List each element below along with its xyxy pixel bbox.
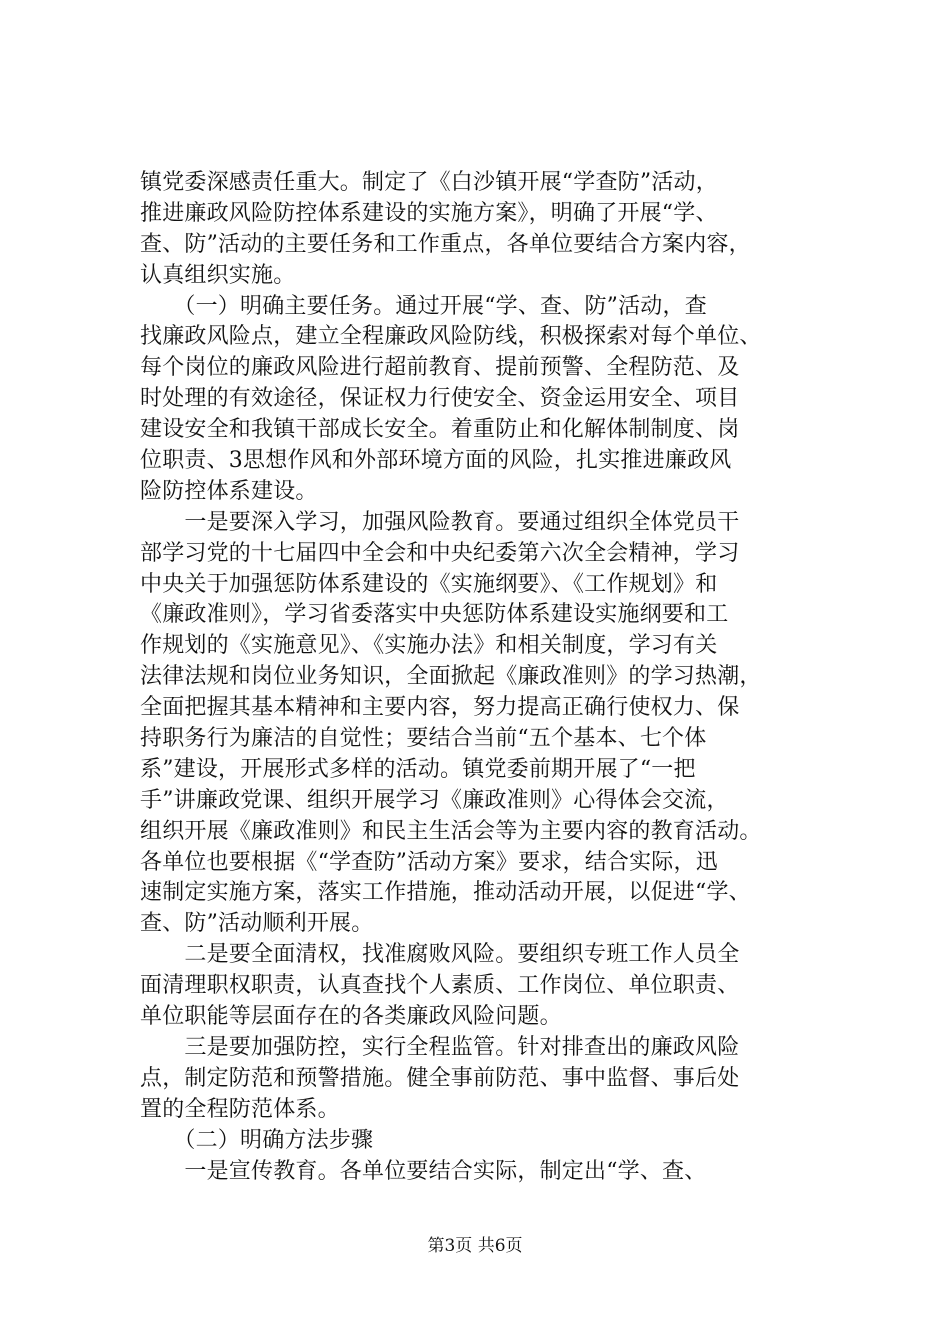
document-line: 时处理的有效途径，保证权力行使安全、资金运用安全、项目: [140, 386, 740, 412]
document-line: 三是要加强防控，实行全程监管。针对排查出的廉政风险: [140, 1034, 740, 1060]
document-line: 镇党委深感责任重大。制定了《白沙镇开展“学查防”活动，: [140, 170, 718, 195]
document-line: 全面把握其基本精神和主要内容，努力提高正确行使权力、保: [140, 695, 740, 721]
document-line: 面清理职权职责，认真查找个人素质、工作岗位、单位职责、: [140, 973, 740, 999]
document-line: 组织开展《廉政准则》和民主生活会等为主要内容的教育活动。: [140, 818, 762, 844]
document-body: [140, 168, 840, 1187]
document-line: 手”讲廉政党课、组织开展学习《廉政准则》心得体会交流，: [140, 787, 729, 813]
document-line: 部学习党的十七届四中全会和中央纪委第六次全会精神，学习: [140, 540, 740, 566]
document-line: 《廉政准则》，学习省委落实中央惩防体系建设实施纲要和工: [140, 602, 729, 628]
document-line: 作规划的《实施意见》、《实施办法》和相关制度，学习有关: [140, 633, 718, 659]
document-line: 一是要深入学习，加强风险教育。要通过组织全体党员干: [140, 509, 740, 535]
document-line: 点，制定防范和预警措施。健全事前防范、事中监督、事后处: [140, 1065, 740, 1091]
document-line: 认真组织实施。: [140, 262, 296, 288]
document-line: 推进廉政风险防控体系建设的实施方案》，明确了开展“学、: [140, 200, 718, 226]
page-footer: 第3页 共6页: [427, 1236, 523, 1256]
document-line: 位职责、3思想作风和外部环境方面的风险，扎实推进廉政风: [140, 448, 732, 474]
document-line: 持职务行为廉洁的自觉性；要结合当前“五个基本、七个体: [140, 726, 707, 752]
document-line: 系”建设，开展形式多样的活动。镇党委前期开展了“一把: [140, 756, 696, 782]
document-line: 查、防”活动顺利开展。: [140, 911, 374, 937]
document-line: （一）明确主要任务。通过开展“学、查、防”活动，查: [140, 293, 707, 319]
document-line: 置的全程防范体系。: [140, 1096, 340, 1122]
document-line: 找廉政风险点，建立全程廉政风险防线，积极探索对每个单位、: [140, 324, 762, 350]
document-line: 险防控体系建设。: [140, 478, 318, 504]
document-line: 中央关于加强惩防体系建设的《实施纲要》、《工作规划》和: [140, 571, 718, 597]
document-line: 各单位也要根据《“学查防”活动方案》要求，结合实际，迅: [140, 849, 718, 875]
document-line: 一是宣传教育。各单位要结合实际，制定出“学、查、: [140, 1158, 707, 1184]
document-line: 每个岗位的廉政风险进行超前教育、提前预警、全程防范、及: [140, 355, 740, 381]
document-line: 速制定实施方案，落实工作措施，推动活动开展，以促进“学、: [140, 880, 751, 906]
document-line: （二）明确方法步骤: [140, 1127, 374, 1153]
document-line: 建设安全和我镇干部成长安全。着重防止和化解体制制度、岗: [140, 417, 740, 443]
document-line: 法律法规和岗位业务知识，全面掀起《廉政准则》的学习热潮，: [140, 664, 762, 690]
document-line: 单位职能等层面存在的各类廉政风险问题。: [140, 1004, 562, 1030]
document-line: 二是要全面清权，找准腐败风险。要组织专班工作人员全: [140, 942, 740, 968]
document-line: 查、防”活动的主要任务和工作重点，各单位要结合方案内容，: [140, 231, 751, 257]
